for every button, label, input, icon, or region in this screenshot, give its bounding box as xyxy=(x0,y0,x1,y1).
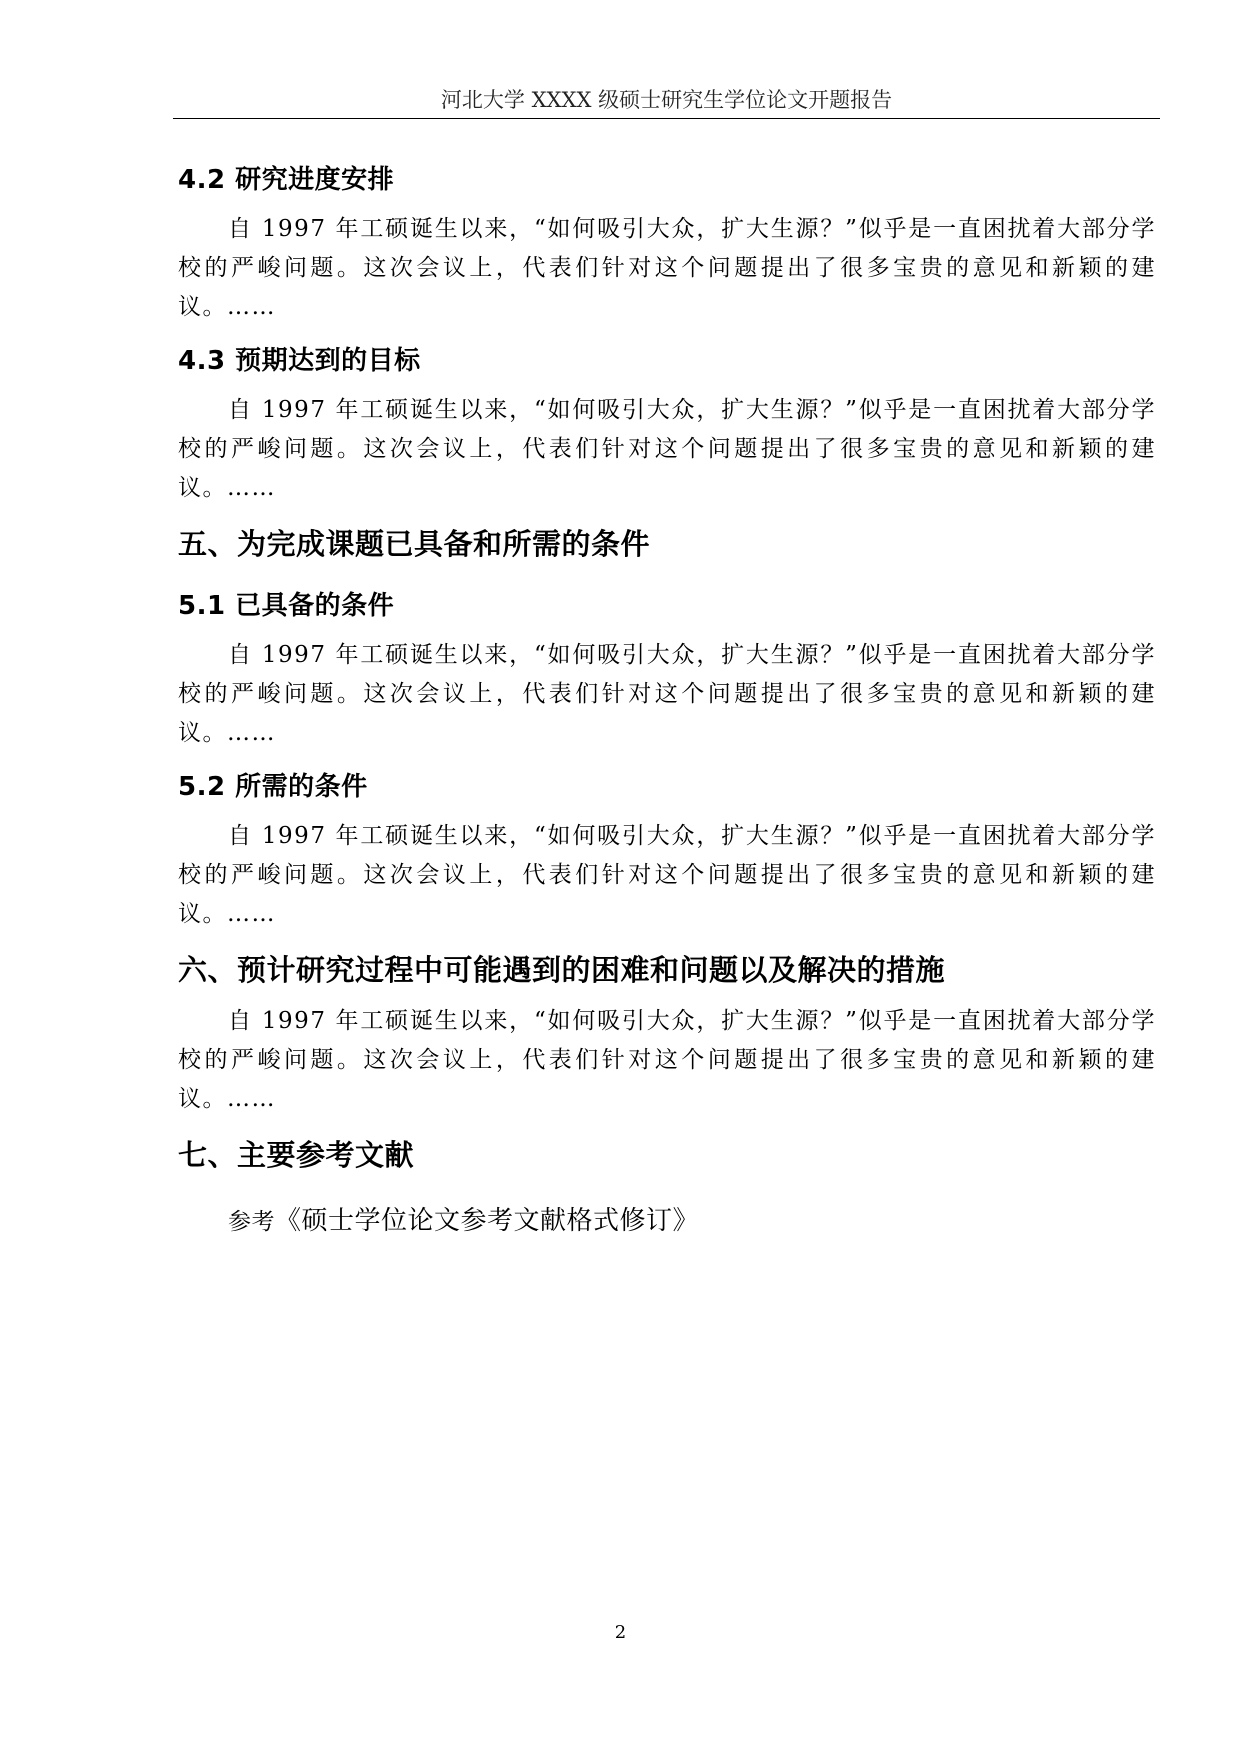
section-heading-5-1: 5.1 已具备的条件 xyxy=(178,591,395,621)
page-number: 2 xyxy=(614,1622,627,1643)
chapter-heading-6: 六、预计研究过程中可能遇到的困难和问题以及解决的措施 xyxy=(178,953,946,987)
section-body-5-2: 自 1997 年工硕诞生以来，“如何吸引大众，扩大生源？”似乎是一直困扰着大部分学校的严峻问题。这次会议上，代表们针对这个问题提出了很多宝贵的意见和新颖的建议。…… xyxy=(178,823,1156,927)
reference-title: 《硕士学位论文参考文献格式修订》 xyxy=(275,1206,700,1236)
running-header: 河北大学 XXXX 级硕士研究生学位论文开题报告 xyxy=(440,88,893,112)
section-body-5-1: 自 1997 年工硕诞生以来，“如何吸引大众，扩大生源？”似乎是一直困扰着大部分学校的严峻问题。这次会议上，代表们针对这个问题提出了很多宝贵的意见和新颖的建议。…… xyxy=(178,642,1156,746)
chapter-heading-5: 五、为完成课题已具备和所需的条件 xyxy=(178,527,651,561)
reference-line xyxy=(178,1201,1156,1242)
section-heading-5-2: 5.2 所需的条件 xyxy=(178,772,368,802)
reference-prefix: 参考 xyxy=(228,1209,275,1235)
section-body-4-3: 自 1997 年工硕诞生以来，“如何吸引大众，扩大生源？”似乎是一直困扰着大部分学校的严峻问题。这次会议上，代表们针对这个问题提出了很多宝贵的意见和新颖的建议。…… xyxy=(178,397,1156,501)
chapter-heading-7: 七、主要参考文献 xyxy=(178,1138,415,1172)
section-heading-4-2: 4.2 研究进度安排 xyxy=(178,165,395,195)
section-body-4-2: 自 1997 年工硕诞生以来，“如何吸引大众，扩大生源？”似乎是一直困扰着大部分学校的严峻问题。这次会议上，代表们针对这个问题提出了很多宝贵的意见和新颖的建议。…… xyxy=(178,216,1156,320)
section-body-6: 自 1997 年工硕诞生以来，“如何吸引大众，扩大生源？”似乎是一直困扰着大部分学校的严峻问题。这次会议上，代表们针对这个问题提出了很多宝贵的意见和新颖的建议。…… xyxy=(178,1008,1156,1112)
section-heading-4-3: 4.3 预期达到的目标 xyxy=(178,346,421,376)
page-content xyxy=(178,150,1156,1242)
header-divider xyxy=(173,118,1160,119)
